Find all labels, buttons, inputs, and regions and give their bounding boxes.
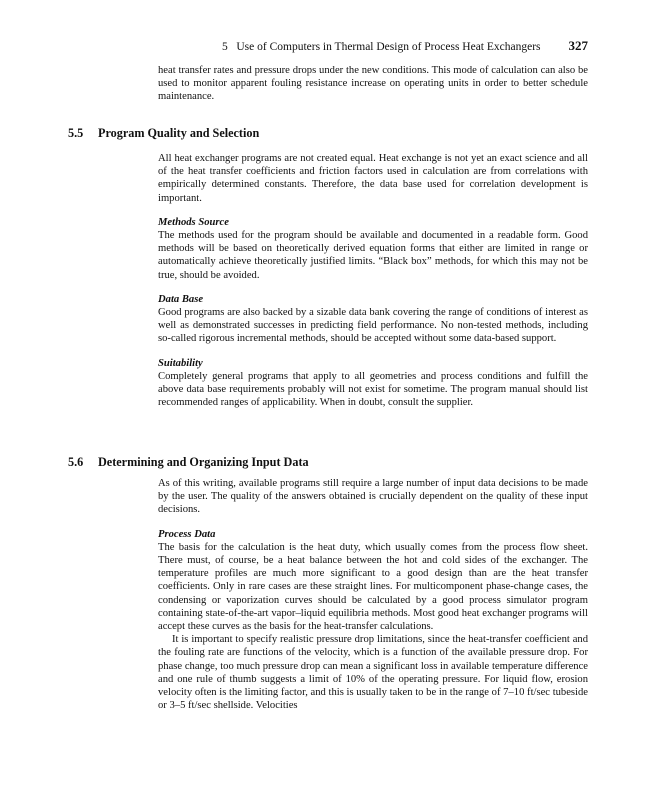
intro-paragraph: heat transfer rates and pressure drops under the new conditions. This mode of calculation can also be used to monitor apparent fouling resistance increase on operating units in order to better schedule maintenance. xyxy=(158,65,588,103)
running-title: 5 Use of Computers in Thermal Design of Process Heat Exchangers xyxy=(222,41,541,53)
section-heading-5-5 xyxy=(68,126,259,141)
section-number: 5.5 xyxy=(68,126,84,140)
subsection-heading: Suitability xyxy=(158,357,203,369)
section-title: Program Quality and Selection xyxy=(98,126,260,140)
page-number: 327 xyxy=(568,38,588,53)
section-heading-5-6 xyxy=(68,455,309,470)
section-intro-paragraph: As of this writing, available programs still require a large number of input data decisions to be made by the user. The quality of the answers obtained is crucially dependent on the quality of these input decisions. xyxy=(158,478,588,516)
process-data-paragraph-1: The basis for the calculation is the heat duty, which usually comes from the process flow sheet. There must, of course, be a heat balance between the hot and cold sides of the exchanger. The temperature profiles are much more significant to a good design than are the heat transfer coefficients. Only in rare cases are these straight lines. For multicomponent phase-change cases, the condensing or vaporization curves should be calculated by a good process simulator program containing state-of-the-art vapor–liquid equilibria methods. Most good heat exchanger programs will accept these curves as the basis for the heat-transfer calculations. xyxy=(158,541,588,633)
subsection-heading: Methods Source xyxy=(158,216,229,228)
section-title: Determining and Organizing Input Data xyxy=(98,455,309,469)
subsection-paragraph: The methods used for the program should be available and documented in a readable form. Good methods will be based on theoretically derived equation forms that either are limited in range or automatically achieve theoretically justified limits. “Black box” methods, for which this may not be true, should be avoided. xyxy=(158,230,588,281)
section-5-5-body xyxy=(158,152,588,409)
intro-block xyxy=(158,64,588,104)
subsection-heading: Data Base xyxy=(158,293,204,305)
subsection-paragraph: Completely general programs that apply to all geometries and process conditions and fulfill the above data base requirements probably will not exist for sometime. The program manual should list recommended ranges of applicability. When in doubt, consult the supplier. xyxy=(158,370,588,409)
section-5-6-body xyxy=(158,477,588,712)
section-number: 5.6 xyxy=(68,455,84,469)
subsection-paragraph: Good programs are also backed by a sizable data bank covering the range of conditions of interest as well as demonstrated successes in predicting field performance. No non-tested methods, including so-called rigorous incremental methods, should be accepted without some data-based support. xyxy=(158,307,588,345)
section-intro-paragraph: All heat exchanger programs are not created equal. Heat exchange is not yet an exact science and all of the heat transfer coefficients and friction factors used in calculation are from correlations with empirically determined constants. Therefore, the data base used for correlation development is important. xyxy=(158,153,588,204)
subsection-heading: Process Data xyxy=(158,528,216,540)
process-data-paragraph-2: It is important to specify realistic pressure drop limitations, since the heat-transfer coefficient and the fouling rate are functions of the velocity, which is a function of the available pressure drop. For phase change, too much pressure drop can mean a significant loss in available temperature difference and one rule of thumb suggests a limit of 10% of the operating pressure. For liquid flow, erosion velocity often is the limiting factor, and this is usually taken to be in the range of 7–10 ft/sec tubeside or 3–5 ft/sec shellside. Velocities xyxy=(158,634,588,712)
running-header xyxy=(222,38,588,54)
